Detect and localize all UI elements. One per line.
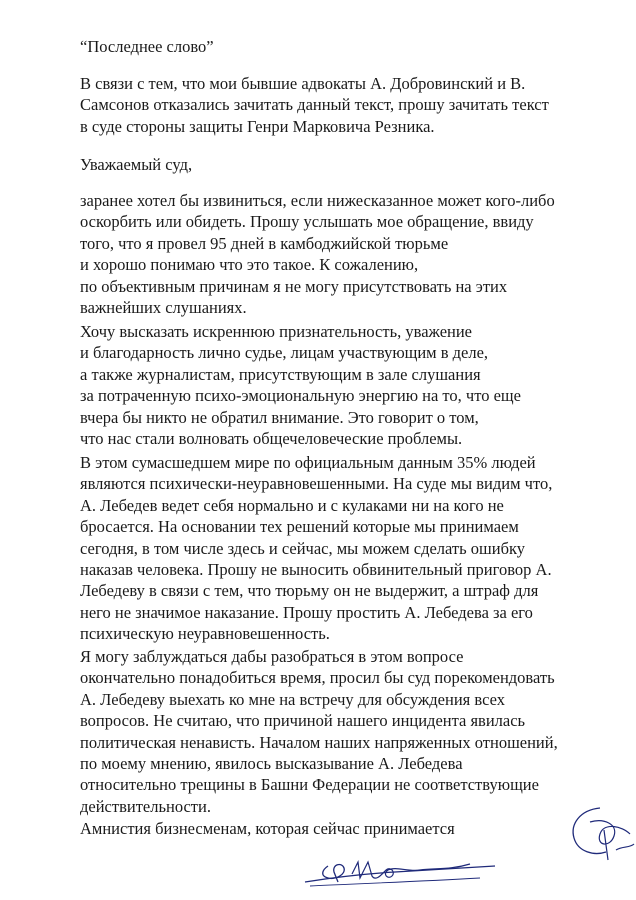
paragraph-amnesty	[80, 818, 455, 839]
text-line: Хочу высказать искреннюю признательность, уважение	[80, 322, 473, 341]
text-line: В связи с тем, что мои бывшие адвокаты А. Добровинский и В.	[80, 74, 526, 93]
text-line: окончательно понадобиться время, просил бы суд порекомендовать	[80, 668, 555, 688]
text-line: важнейших слушаниях.	[80, 298, 247, 318]
text-line: являются психически-неуравновешенными. На суде мы видим что,	[80, 474, 553, 494]
text-line: вчера бы никто не обратил внимание. Это говорит о том,	[80, 407, 479, 427]
text-line: А. Лебедев ведет себя нормально и с кулаками ни на кого не	[80, 495, 504, 515]
text-line: бросается. На основании тех решений которые мы принимаем	[80, 517, 519, 537]
text-line: по объективным причинам я не могу присутствовать на этих	[80, 276, 508, 296]
title-text: “Последнее слово”	[80, 37, 214, 56]
text-line: того, что я провел 95 дней в камбоджийской тюрьме	[80, 233, 449, 253]
text-line: действительности.	[80, 796, 211, 816]
text-line: Лебедеву в связи с тем, что тюрьму он не выдержит, а штраф для	[80, 581, 539, 601]
text-line: заранее хотел бы извиниться, если нижесказанное может кого-либо	[80, 191, 555, 210]
text-line: политическая ненависть. Началом наших напряженных отношений,	[80, 732, 558, 752]
text-line: и благодарность лично судье, лицам участвующим в деле,	[80, 343, 489, 363]
text-line: В этом сумасшедшем мире по официальным данным 35% людей	[80, 453, 536, 472]
paragraph-gratitude	[80, 321, 521, 449]
text-line: по моему мнению, явилось высказывание А. Лебедева	[80, 754, 463, 774]
greeting-text: Уважаемый суд,	[80, 155, 193, 174]
text-line: психическую неуравновешенность.	[80, 624, 330, 644]
text-line: и хорошо понимаю что это такое. К сожалению,	[80, 255, 419, 275]
text-line: в суде стороны защиты Генри Марковича Резника.	[80, 116, 435, 136]
greeting	[80, 154, 192, 175]
intro-paragraph	[80, 73, 549, 137]
text-line: сегодня, в том числе здесь и сейчас, мы можем сделать ошибку	[80, 538, 525, 558]
text-line: за потраченную психо-эмоциональную энергию на то, что еще	[80, 386, 521, 406]
text-line: Я могу заблуждаться дабы разобраться в этом вопросе	[80, 647, 464, 666]
text-line: а также журналистам, присутствующим в зале слушания	[80, 364, 481, 384]
text-line: относительно трещины в Башни Федерации не соответствующие	[80, 775, 539, 795]
paragraph-meeting	[80, 646, 558, 817]
text-line: А. Лебедеву выехать ко мне на встречу для обсуждения всех	[80, 689, 505, 709]
handwritten-signature-margin	[560, 800, 636, 876]
text-line: него не значимое наказание. Прошу простить А. Лебедева за его	[80, 602, 533, 622]
text-line: оскорбить или обидеть. Прошу услышать мое обращение, ввиду	[80, 212, 534, 232]
text-line: вопросов. Не считаю, что причиной нашего инцидента явилась	[80, 711, 526, 731]
document-title	[80, 36, 214, 57]
handwritten-signature-bottom	[300, 852, 500, 892]
text-line: наказав человека. Прошу не выносить обвинительный приговор А.	[80, 560, 552, 580]
text-line: Самсонов отказались зачитать данный текст, прошу зачитать текст	[80, 95, 549, 115]
paragraph-request	[80, 452, 552, 645]
paragraph-apology	[80, 190, 555, 318]
text-line: что нас стали волновать общечеловеческие проблемы.	[80, 429, 463, 449]
text-line: Амнистия бизнесменам, которая сейчас принимается	[80, 819, 455, 838]
